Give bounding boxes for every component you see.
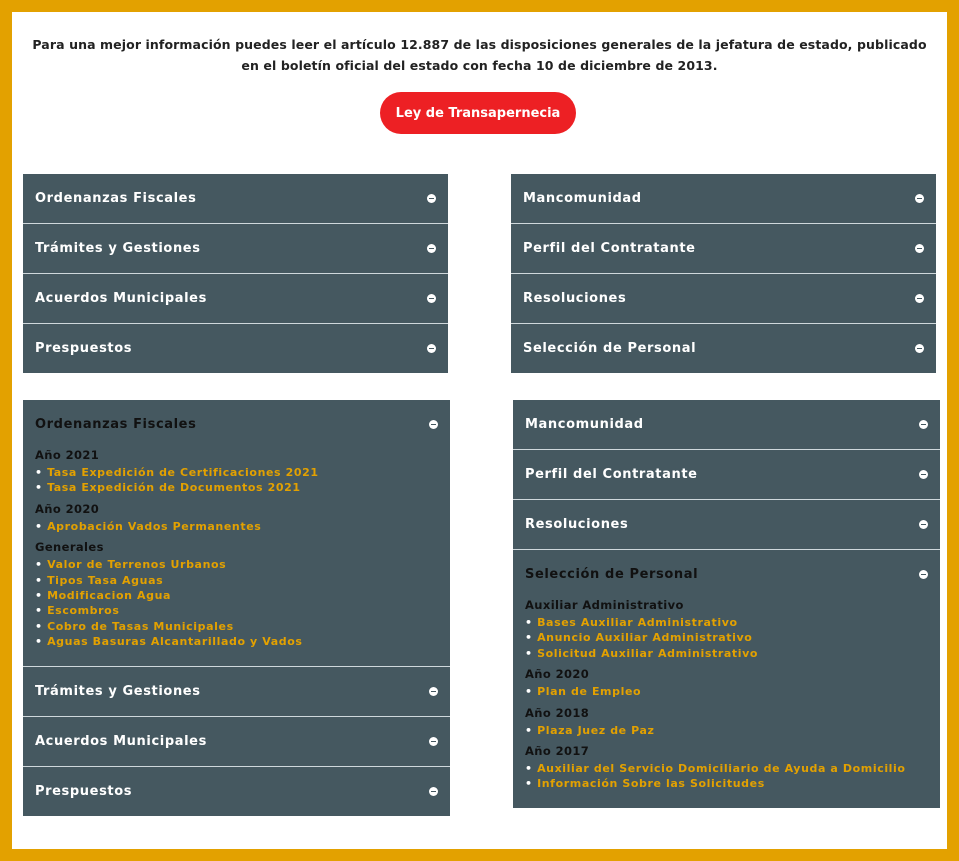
list-item [525,615,928,630]
document-link[interactable]: Modificacion Agua [47,589,172,603]
accordion-header-mancomunidad[interactable] [511,174,936,223]
accordion-header-seleccion-de-personal[interactable] [511,324,936,373]
document-link[interactable]: Anuncio Auxiliar Administrativo [537,631,753,645]
list-item [35,588,438,603]
list-item [525,646,928,661]
collapse-toggle-icon[interactable] [915,294,924,303]
document-list [35,557,438,649]
accordion-header-label: Resoluciones [525,517,629,532]
document-group [525,706,928,738]
accordion-header-label: Selección de Personal [523,341,697,356]
accordion-panel-mancomunidad [513,400,940,450]
document-link[interactable]: Tasa Expedición de Certificaciones 2021 [47,466,319,479]
collapse-toggle-icon[interactable] [429,687,438,696]
list-item [35,480,438,495]
accordion-header-label: Acuerdos Municipales [35,291,207,306]
accordion-panel-ordenanzas-fiscales [23,400,450,667]
accordion-expanded-right [513,400,940,808]
accordion-header-perfil-del-contratante[interactable] [511,224,936,273]
accordion-panel-mancomunidad [511,174,936,224]
accordion-panel-ordenanzas-fiscales [23,174,448,224]
accordion-header-acuerdos-municipales[interactable] [23,717,450,766]
document-link[interactable]: Plan de Empleo [537,685,642,699]
group-title: Año 2021 [35,448,100,462]
accordion-header-label: Trámites y Gestiones [35,683,201,699]
transparency-law-button[interactable]: Ley de Transapernecia [380,92,576,134]
accordion-panel-tramites-y-gestiones [23,667,450,717]
accordion-header-prespuestos[interactable] [23,767,450,816]
group-title: Año 2020 [35,501,100,516]
document-list [525,761,928,792]
document-group [525,598,928,661]
collapse-toggle-icon[interactable] [919,420,928,429]
page [12,12,947,849]
document-group [35,448,438,496]
accordion-header-label: Ordenanzas Fiscales [35,191,197,206]
accordion-panel-tramites-y-gestiones [23,224,448,274]
collapse-toggle-icon[interactable] [915,194,924,203]
accordion-panel-acuerdos-municipales [23,717,450,767]
accordion-header-tramites-y-gestiones[interactable] [23,667,450,716]
document-list [525,684,928,699]
list-item [525,761,928,776]
accordion-panel-resoluciones [511,274,936,324]
document-link[interactable]: Tipos Tasa Aguas [47,573,164,587]
accordion-header-seleccion-de-personal[interactable] [513,550,940,598]
intro-text: Para una mejor información puedes leer el artículo 12.887 de las disposiciones generales de la jefatura de estado, publicado en el boletín oficial del estado con fecha 10 de diciembre de 2013. [32,37,927,73]
document-link[interactable]: Escombros [47,604,120,618]
document-link[interactable]: Tasa Expedición de Documentos 2021 [47,481,301,495]
accordion-collapsed-left [23,174,448,373]
group-title: Generales [35,540,104,555]
accordion-header-label: Resoluciones [523,291,627,306]
collapse-toggle-icon[interactable] [915,344,924,353]
document-list [35,465,438,496]
document-link[interactable]: Solicitud Auxiliar Administrativo [537,646,759,660]
collapse-toggle-icon[interactable] [427,344,436,353]
accordion-header-label: Ordenanzas Fiscales [35,416,197,432]
accordion-panel-prespuestos [23,767,450,816]
collapse-toggle-icon[interactable] [427,194,436,203]
list-item [35,634,438,649]
list-item [35,465,438,480]
accordion-content [23,448,450,666]
accordion-header-label: Mancomunidad [525,417,644,432]
document-group [35,502,438,534]
collapse-toggle-icon[interactable] [919,470,928,479]
accordion-collapsed-right [511,174,936,373]
accordion-panel-prespuestos [23,324,448,373]
accordion-header-tramites-y-gestiones[interactable] [23,224,448,273]
accordion-header-perfil-del-contratante[interactable] [513,450,940,499]
accordion-header-resoluciones[interactable] [511,274,936,323]
document-link[interactable]: Aguas Basuras Alcantarillado y Vados [47,635,303,649]
accordion-panel-perfil-del-contratante [511,224,936,274]
group-title: Año 2020 [525,667,590,682]
accordion-panel-seleccion-de-personal [511,324,936,373]
collapse-toggle-icon[interactable] [429,420,438,429]
accordion-panel-acuerdos-municipales [23,274,448,324]
group-title: Año 2017 [525,744,590,759]
list-item [35,619,438,634]
group-title: Año 2018 [525,705,590,720]
document-group [35,540,438,649]
collapse-toggle-icon[interactable] [919,570,928,579]
document-group [525,744,928,792]
document-link[interactable]: Bases Auxiliar Administrativo [537,616,738,629]
accordion-header-prespuestos[interactable] [23,324,448,373]
list-item [35,603,438,618]
document-link[interactable]: Valor de Terrenos Urbanos [47,558,227,572]
list-item [525,684,928,699]
list-item [525,723,928,738]
list-item [35,573,438,588]
accordion-header-label: Perfil del Contratante [525,467,698,482]
accordion-header-label: Acuerdos Municipales [35,733,207,749]
collapse-toggle-icon[interactable] [427,244,436,253]
list-item [525,776,928,791]
document-list [35,519,438,534]
collapse-toggle-icon[interactable] [919,520,928,529]
accordion-content [513,598,940,808]
accordion-header-label: Prespuestos [35,341,133,356]
document-group [525,667,928,699]
list-item [35,519,438,534]
accordion-panel-seleccion-de-personal [513,550,940,808]
collapse-toggle-icon[interactable] [915,244,924,253]
document-link[interactable]: Información Sobre las Solicitudes [537,777,765,791]
document-link[interactable]: Plaza Juez de Paz [537,723,655,737]
accordion-panel-resoluciones [513,500,940,550]
accordion-header-label: Mancomunidad [523,191,642,206]
list-item [35,557,438,572]
document-link[interactable]: Auxiliar del Servicio Domiciliario de Ayuda a Domicilio [537,762,906,776]
accordion-header-acuerdos-municipales[interactable] [23,274,448,323]
accordion-header-label: Selección de Personal [525,566,699,582]
accordion-panel-perfil-del-contratante [513,450,940,500]
list-item [525,630,928,645]
group-title: Auxiliar Administrativo [525,598,684,612]
accordion-header-ordenanzas-fiscales[interactable] [23,400,450,448]
accordion-header-label: Perfil del Contratante [523,241,696,256]
accordion-header-resoluciones[interactable] [513,500,940,549]
collapse-toggle-icon[interactable] [427,294,436,303]
accordion-header-label: Trámites y Gestiones [35,241,201,256]
accordion-header-label: Prespuestos [35,783,133,799]
accordion-expanded-left [23,400,450,816]
accordion-header-ordenanzas-fiscales[interactable] [23,174,448,223]
accordion-header-mancomunidad[interactable] [513,400,940,449]
document-link[interactable]: Cobro de Tasas Municipales [47,619,234,633]
document-list [525,723,928,738]
collapse-toggle-icon[interactable] [429,737,438,746]
document-link[interactable]: Aprobación Vados Permanentes [47,519,262,533]
collapse-toggle-icon[interactable] [429,787,438,796]
document-list [525,615,928,661]
